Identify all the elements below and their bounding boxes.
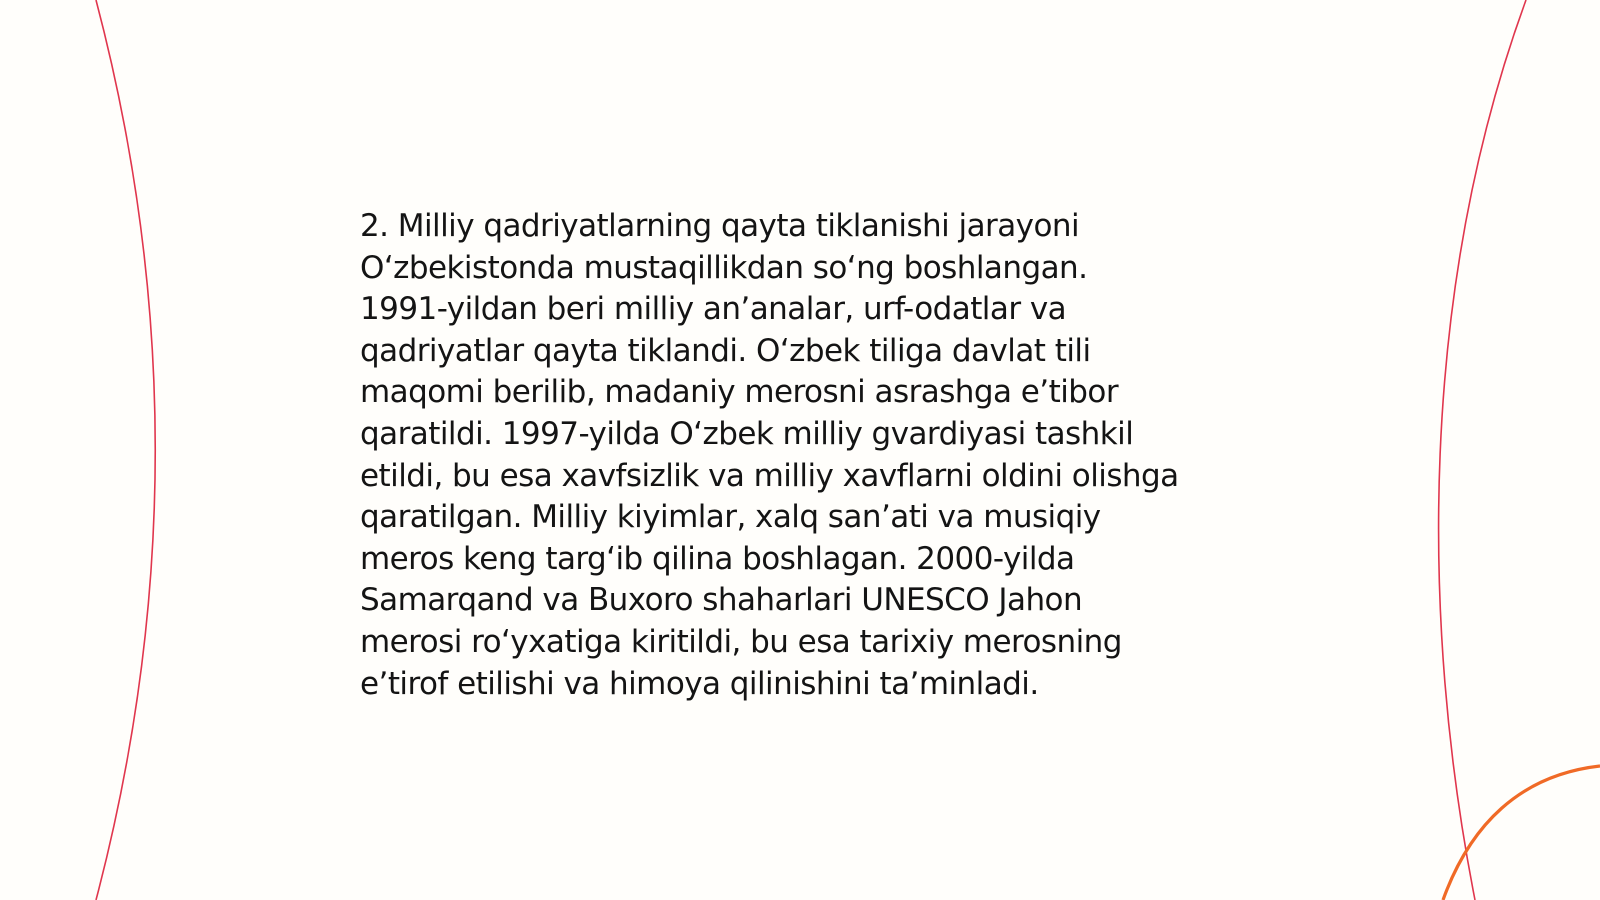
body-line: 1991-yildan beri milliy an’analar, urf-odatlar va	[360, 291, 1067, 328]
corner-arc-decoration	[1443, 766, 1600, 900]
body-line: e’tirof etilishi va himoya qilinishini ta’minladi.	[360, 665, 1039, 702]
body-line: meros keng targ‘ib qilina boshlagan. 2000-yilda	[360, 540, 1075, 577]
body-line: 2. Milliy qadriyatlarning qayta tiklanishi jarayoni	[360, 208, 1080, 244]
body-line: qaratilgan. Milliy kiyimlar, xalq san’ati va musiqiy	[360, 499, 1101, 536]
body-line: Samarqand va Buxoro shaharlari UNESCO Jahon	[360, 582, 1083, 619]
body-line: qaratildi. 1997-yilda O‘zbek milliy gvardiyasi tashkil	[360, 415, 1134, 452]
body-line: O‘zbekistonda mustaqillikdan so‘ng boshlangan.	[360, 249, 1088, 286]
right-curve-decoration	[1439, 0, 1526, 900]
left-curve-decoration	[96, 0, 155, 900]
slide-body-text	[360, 206, 1260, 705]
body-line: etildi, bu esa xavfsizlik va milliy xavflarni oldini olishga	[360, 457, 1179, 494]
body-line: maqomi berilib, madaniy merosni asrashga e’tibor	[360, 374, 1119, 411]
body-line: merosi ro‘yxatiga kiritildi, bu esa tarixiy merosning	[360, 623, 1122, 660]
body-line: qadriyatlar qayta tiklandi. O‘zbek tiliga davlat tili	[360, 332, 1091, 369]
